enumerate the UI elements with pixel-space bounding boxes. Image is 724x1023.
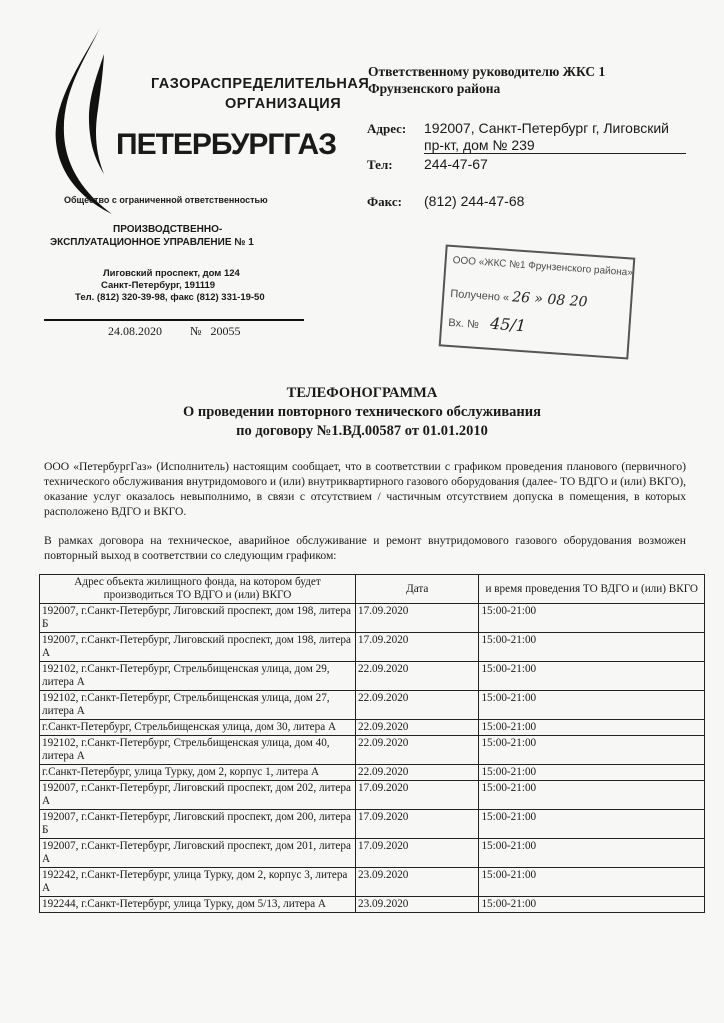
logo-line-2: ОРГАНИЗАЦИЯ: [225, 96, 342, 112]
logo-brand: ПЕТЕРБУРГГАЗ: [116, 128, 336, 161]
row-address: 192007, г.Санкт-Петербург, Лиговский проспект, дом 200, литера Б: [40, 810, 356, 839]
row-time: 15:00-21:00: [479, 662, 705, 691]
company-contacts: Тел. (812) 320-39-98, факс (812) 331-19-50: [75, 292, 265, 303]
stamp-organization: ООО «ЖКС №1 Фрунзенского района»: [452, 255, 634, 279]
outgoing-reference: [108, 324, 240, 339]
schedule-header-row: [40, 575, 705, 604]
row-address: г.Санкт-Петербург, улица Турку, дом 2, корпус 1, литера А: [40, 765, 356, 781]
company-address-line-2: Санкт-Петербург, 191119: [101, 280, 216, 291]
row-time: 15:00-21:00: [479, 720, 705, 736]
recipient-line-2: Фрунзенского района: [368, 81, 501, 96]
division-line-1: ПРОИЗВОДСТВЕННО-: [113, 224, 223, 235]
table-row: [40, 691, 705, 720]
row-date: 17.09.2020: [356, 839, 479, 868]
document-subtitle-1: О проведении повторного технического обслуживания: [182, 404, 541, 420]
row-date: 17.09.2020: [356, 604, 479, 633]
row-address: 192007, г.Санкт-Петербург, Лиговский проспект, дом 201, литера А: [40, 839, 356, 868]
row-address: 192102, г.Санкт-Петербург, Стрельбищенская улица, дом 27, литера А: [40, 691, 356, 720]
company-legal-form: Общество с ограниченной ответственностью: [64, 195, 268, 205]
row-time: 15:00-21:00: [479, 736, 705, 765]
row-address: г.Санкт-Петербург, Стрельбищенская улица, дом 30, литера А: [40, 720, 356, 736]
row-date: 17.09.2020: [356, 633, 479, 662]
document-subtitle-2: по договору №1.ВД.00587 от 01.01.2010: [236, 423, 488, 439]
row-time: 15:00-21:00: [479, 810, 705, 839]
table-row: [40, 868, 705, 897]
row-address: 192102, г.Санкт-Петербург, Стрельбищенская улица, дом 40, литера А: [40, 736, 356, 765]
outgoing-number-sign: №: [190, 324, 202, 338]
stamp-incoming-number: 45/1: [489, 313, 527, 336]
row-date: 22.09.2020: [356, 720, 479, 736]
table-row: [40, 810, 705, 839]
recipient-line-1: Ответственному руководителю ЖКС 1: [368, 64, 606, 79]
row-time: 15:00-21:00: [479, 604, 705, 633]
outgoing-number: 20055: [210, 324, 241, 338]
row-address: 192007, г.Санкт-Петербург, Лиговский проспект, дом 198, литера Б: [40, 604, 356, 633]
row-time: 15:00-21:00: [479, 868, 705, 897]
schedule-table: [39, 574, 705, 913]
row-address: 192007, г.Санкт-Петербург, Лиговский проспект, дом 202, литера А: [40, 781, 356, 810]
table-row: [40, 781, 705, 810]
row-time: 15:00-21:00: [479, 633, 705, 662]
division-line-2: ЭКСПЛУАТАЦИОННОЕ УПРАВЛЕНИЕ № 1: [50, 237, 254, 248]
row-address: 192242, г.Санкт-Петербург, улица Турку, дом 2, корпус 3, литера А: [40, 868, 356, 897]
body-paragraph-1: ООО «ПетербургГаз» (Исполнитель) настоящим сообщает, что в соответствии с графиком проведения планового (первичного) технического обслуживания внутридомового и (или) внутриквартирного газового оборудования (далее- ТО ВДГО и (или) ВКГО), оказание услуг оказалось невыполнимо, в связи с отсутствием / частичным отсутствием допуска в помещения, в которых расположено ВДГО и ВКГО.: [44, 460, 686, 518]
outgoing-date: 24.08.2020: [108, 324, 162, 338]
incoming-stamp: [439, 244, 636, 359]
table-row: [40, 720, 705, 736]
row-date: 17.09.2020: [356, 810, 479, 839]
header-date: Дата: [356, 575, 479, 604]
row-time: 15:00-21:00: [479, 765, 705, 781]
recipient-phone-label: Тел:: [367, 157, 393, 172]
row-address: 192102, г.Санкт-Петербург, Стрельбищенская улица, дом 29, литера А: [40, 662, 356, 691]
body-paragraph-2: В рамках договора на техническое, аварийное обслуживание и ремонт внутридомового газового оборудования возможен повторный выход в соответствии со следующим графиком:: [44, 534, 686, 562]
header-divider: [44, 319, 304, 321]
table-row: [40, 897, 705, 913]
recipient-fax: (812) 244-47-68: [424, 193, 525, 209]
row-date: 22.09.2020: [356, 662, 479, 691]
table-row: [40, 604, 705, 633]
row-time: 15:00-21:00: [479, 839, 705, 868]
logo-line-1: ГАЗОРАСПРЕДЕЛИТЕЛЬНАЯ: [151, 76, 370, 92]
recipient-phone: 244-47-67: [424, 156, 488, 172]
row-time: 15:00-21:00: [479, 781, 705, 810]
row-address: 192007, г.Санкт-Петербург, Лиговский проспект, дом 198, литера А: [40, 633, 356, 662]
row-address: 192244, г.Санкт-Петербург, улица Турку, дом 5/13, литера А: [40, 897, 356, 913]
header-time: и время проведения ТО ВДГО и (или) ВКГО: [479, 575, 705, 604]
stamp-incoming-label: Вх. №: [447, 316, 480, 331]
row-date: 22.09.2020: [356, 691, 479, 720]
row-time: 15:00-21:00: [479, 691, 705, 720]
recipient-address-line-1: 192007, Санкт-Петербург г, Лиговский: [424, 120, 669, 136]
row-time: 15:00-21:00: [479, 897, 705, 913]
recipient-fax-label: Факс:: [367, 194, 402, 209]
recipient-address-line-2: пр-кт, дом № 239: [424, 137, 686, 154]
header-address: Адрес объекта жилищного фонда, на котором будет производиться ТО ВДГО и (или) ВКГО: [40, 575, 356, 604]
table-row: [40, 662, 705, 691]
document-title: ТЕЛЕФОНОГРАММА: [286, 385, 438, 401]
row-date: 22.09.2020: [356, 736, 479, 765]
row-date: 22.09.2020: [356, 765, 479, 781]
table-row: [40, 633, 705, 662]
recipient-address-label: Адрес:: [367, 121, 407, 136]
table-row: [40, 765, 705, 781]
stamp-received-date: 26 » 08 20: [511, 289, 588, 311]
stamp-received-label: Получено «: [449, 287, 510, 305]
table-row: [40, 736, 705, 765]
row-date: 17.09.2020: [356, 781, 479, 810]
company-address-line-1: Лиговский проспект, дом 124: [103, 268, 240, 279]
table-row: [40, 839, 705, 868]
row-date: 23.09.2020: [356, 868, 479, 897]
row-date: 23.09.2020: [356, 897, 479, 913]
